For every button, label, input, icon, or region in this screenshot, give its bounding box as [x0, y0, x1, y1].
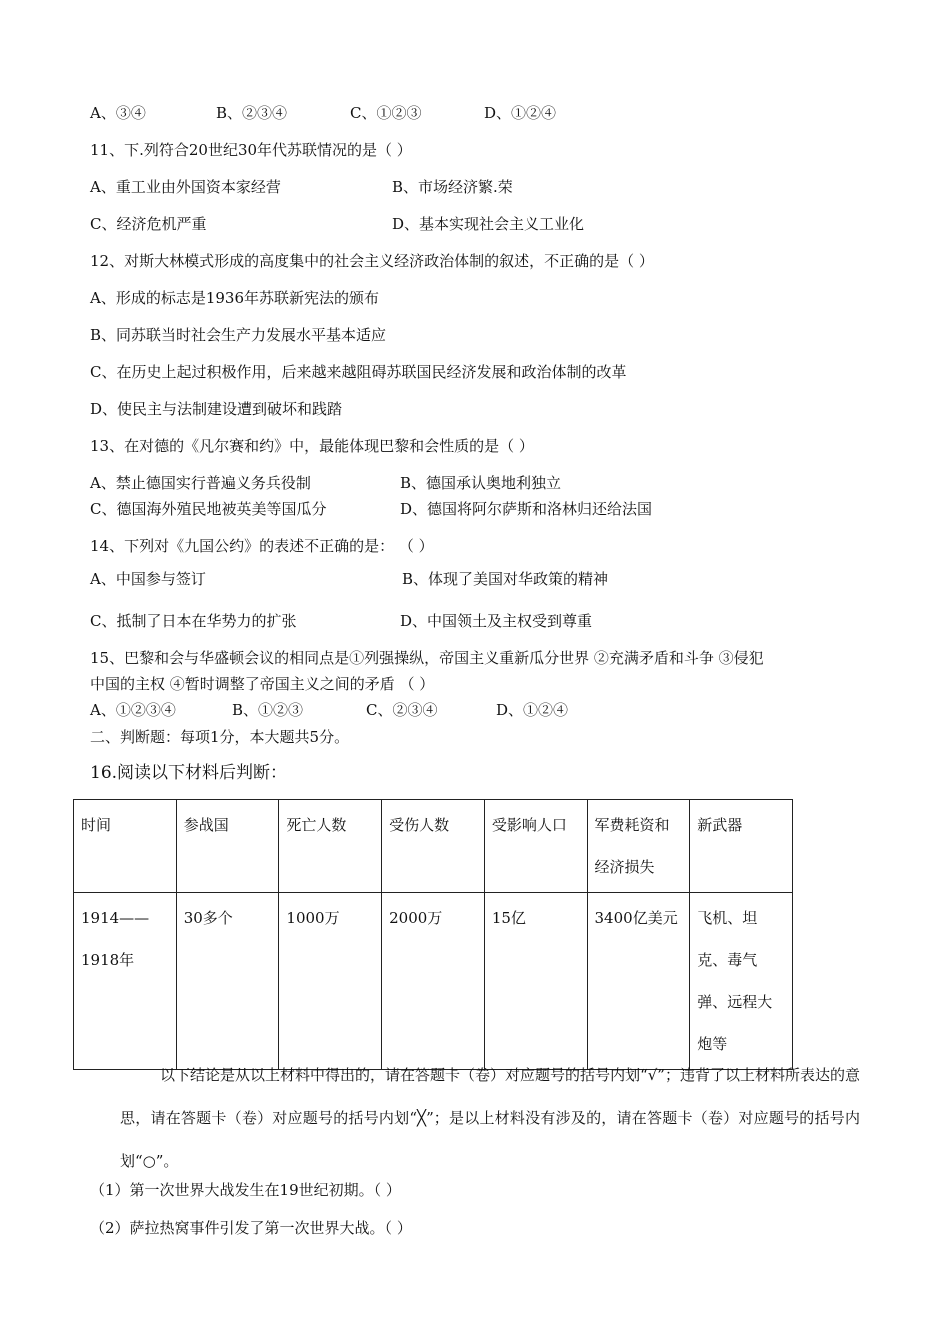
- section-heading: 二、判断题：每项1分，本大题共5分。: [90, 728, 350, 746]
- q13-stem: 13、在对德的《凡尔赛和约》中，最能体现巴黎和会性质的是（ ）: [90, 437, 534, 455]
- header-cell: 时间: [74, 800, 177, 893]
- q10-option-c: C、①②③: [350, 104, 422, 122]
- q15-option-a: A、①②③④: [90, 701, 176, 719]
- q15-option-c: C、②③④: [366, 701, 438, 719]
- q14-option-d: D、中国领土及主权受到尊重: [400, 612, 593, 630]
- q15-option-b: B、①②③: [232, 701, 304, 719]
- q14-option-b: B、体现了美国对华政策的精神: [402, 570, 609, 588]
- table-cell-population: 15亿: [484, 893, 587, 1070]
- q11-stem: 11、下.列符合20世纪30年代苏联情况的是（ ）: [90, 141, 412, 159]
- q12-option-c: C、在历史上起过积极作用，后来越来越阻碍苏联国民经济发展和政治体制的改革: [90, 363, 627, 381]
- q13-option-b: B、德国承认奥地利独立: [400, 474, 562, 492]
- table-cell-cost: 3400亿美元: [587, 893, 690, 1070]
- q13-option-c: C、德国海外殖民地被英美等国瓜分: [90, 500, 327, 518]
- q11-option-b: B、市场经济繁.荣: [392, 178, 513, 196]
- q12-stem: 12、对斯大林模式形成的高度集中的社会主义经济政治体制的叙述，不正确的是（ ）: [90, 252, 654, 270]
- q13-option-d: D、德国将阿尔萨斯和洛林归还给法国: [400, 500, 653, 518]
- table-cell-countries: 30多个: [176, 893, 279, 1070]
- q15-option-d: D、①②④: [496, 701, 569, 719]
- q16-title: 16.阅读以下材料后判断：: [90, 763, 288, 783]
- material-table: [73, 799, 793, 1070]
- q15-stem-line2: 中国的主权 ④暂时调整了帝国主义之间的矛盾 （ ）: [90, 675, 435, 693]
- header-cell: 受影响人口: [484, 800, 587, 893]
- q10-option-a: A、③④: [90, 104, 146, 122]
- q16-item-1: （1）第一次世界大战发生在19世纪初期。（ ）: [90, 1181, 401, 1199]
- header-cell: 参战国: [176, 800, 279, 893]
- q16-item-2: （2）萨拉热窝事件引发了第一次世界大战。（ ）: [90, 1219, 412, 1237]
- q14-option-a: A、中国参与签订: [90, 570, 206, 588]
- q12-option-d: D、使民主与法制建设遭到破坏和践踏: [90, 400, 343, 418]
- q10-option-b: B、②③④: [216, 104, 288, 122]
- q14-stem: 14、下列对《九国公约》的表述不正确的是： （ ）: [90, 537, 434, 555]
- table-cell-weapons: 飞机、坦克、毒气弹、远程大炮等: [690, 893, 793, 1070]
- table-cell-deaths: 1000万: [279, 893, 382, 1070]
- table-header-row: [74, 800, 793, 893]
- q10-option-d: D、①②④: [484, 104, 557, 122]
- header-cell: 军费耗资和经济损失: [587, 800, 690, 893]
- q11-option-d: D、基本实现社会主义工业化: [392, 215, 585, 233]
- q12-option-a: A、形成的标志是1936年苏联新宪法的颁布: [90, 289, 380, 307]
- header-cell: 受伤人数: [382, 800, 485, 893]
- table-cell-time: 1914——1918年: [74, 893, 177, 1070]
- table-row: [74, 893, 793, 1070]
- q16-instruction: 以下结论是从以上材料中得出的，请在答题卡（卷）对应题号的括号内划“√”；违背了以上材料所表达的意思，请在答题卡（卷）对应题号的括号内划“╳”；是以上材料没有涉及的，请在答题卡（卷）对应题号的括号内划“○”。: [120, 1066, 860, 1170]
- q11-option-c: C、经济危机严重: [90, 215, 207, 233]
- q15-stem-line1: 15、巴黎和会与华盛顿会议的相同点是①列强操纵，帝国主义重新瓜分世界 ②充满矛盾和斗争 ③侵犯: [90, 649, 764, 667]
- header-cell: 新武器: [690, 800, 793, 893]
- q13-option-a: A、禁止德国实行普遍义务兵役制: [90, 474, 311, 492]
- q11-option-a: A、重工业由外国资本家经营: [90, 178, 281, 196]
- table-cell-injured: 2000万: [382, 893, 485, 1070]
- header-cell: 死亡人数: [279, 800, 382, 893]
- q14-option-c: C、抵制了日本在华势力的扩张: [90, 612, 297, 630]
- q12-option-b: B、同苏联当时社会生产力发展水平基本适应: [90, 326, 387, 344]
